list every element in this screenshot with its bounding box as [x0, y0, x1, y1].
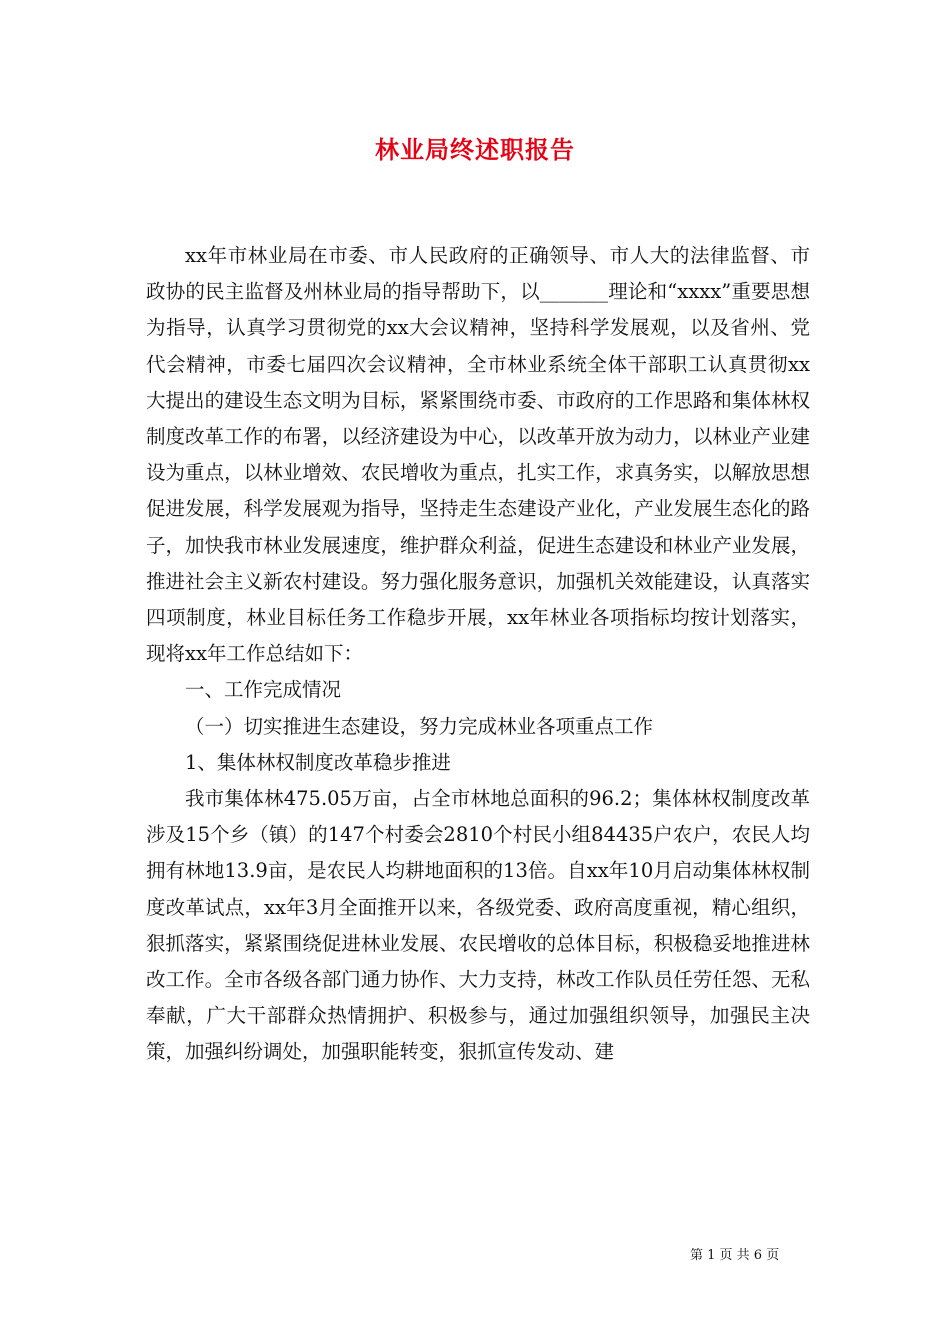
document-body	[146, 238, 810, 1071]
body-paragraph: 我市集体林475.05万亩，占全市林地总面积的96.2；集体林权制度改革涉及15个乡（镇）的147个村委会2810个村民小组84435户农户，农民人均拥有林地13.9亩，是农民人均耕地面积的13倍。自xx年10月启动集体林权制度改革试点，xx年3月全面推开以来，各级党委、政府高度重视，精心组织，狠抓落实，紧紧围绕促进林业发展、农民增收的总体目标，积极稳妥地推进林改工作。全市各级各部门通力协作、大力支持，林改工作队员任劳任怨、无私奉献，广大干部群众热情拥护、积极参与，通过加强组织领导，加强民主决策，加强纠纷调处，加强职能转变，狠抓宣传发动、建	[146, 787, 810, 1064]
page-number: 第 1 页 共 6 页	[690, 1248, 780, 1263]
page-title: 林业局终述职报告	[375, 135, 575, 164]
subsection-heading: （一）切实推进生态建设，努力完成林业各项重点工作	[185, 714, 654, 738]
item-heading: 1、集体林权制度改革稳步推进	[185, 750, 451, 774]
intro-paragraph: xx年市林业局在市委、市人民政府的正确领导、市人大的法律监督、市政协的民主监督及州林业局的指导帮助下，以_______理论和“xxxx”重要思想为指导，认真学习贯彻党的xx大会议精神，坚持科学发展观，以及省州、党代会精神，市委七届四次会议精神，全市林业系统全体干部职工认真贯彻xx大提出的建设生态文明为目标，紧紧围绕市委、市政府的工作思路和集体林权制度改革工作的布署，以经济建设为中心，以改革开放为动力，以林业产业建设为重点，以林业增效、农民增收为重点，扎实工作，求真务实，以解放思想促进发展，科学发展观为指导，坚持走生态建设产业化，产业发展生态化的路子，加快我市林业发展速度，维护群众利益，促进生态建设和林业产业发展，推进社会主义新农村建设。努力强化服务意识，加强机关效能建设，认真落实四项制度，林业目标任务工作稳步开展，xx年林业各项指标均按计划落实，现将xx年工作总结如下：	[146, 244, 810, 666]
section-heading: 一、工作完成情况	[185, 678, 342, 702]
